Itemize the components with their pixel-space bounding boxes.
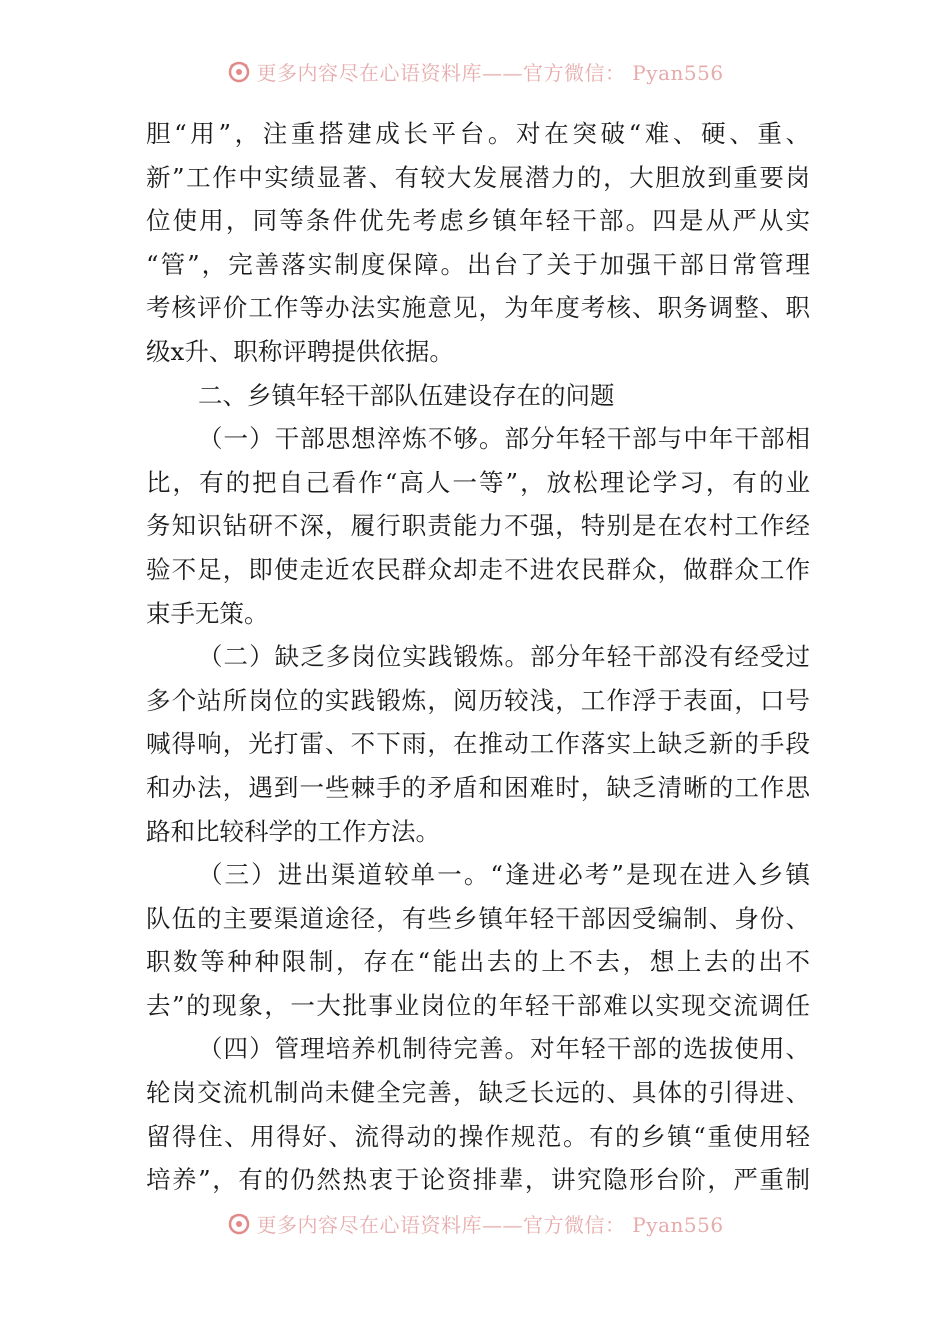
watermark-banner-bottom	[0, 1208, 950, 1238]
text-line: 比，有的把自己看作“高人一等”，放松理论学习，有的业	[146, 467, 810, 497]
text-line: （二）缺乏多岗位实践锻炼。部分年轻干部没有经受过	[198, 642, 810, 672]
text-line: 路和比较科学的工作方法。	[146, 816, 440, 846]
text-line: （一）干部思想淬炼不够。部分年轻干部与中年干部相	[198, 424, 810, 454]
text-line: 职数等种种限制，存在“能出去的上不去，想上去的出不	[146, 947, 810, 977]
watermark-text-bottom: 更多内容尽在心语资料库——官方微信： Pyan556	[256, 1212, 724, 1237]
text-line: 轮岗交流机制尚未健全完善，缺乏长远的、具体的引得进、	[146, 1078, 810, 1108]
text-line: 验不足，即使走近农民群众却走不进农民群众，做群众工作	[146, 554, 810, 584]
text-line: 喊得响，光打雷、不下雨，在推动工作落实上缺乏新的手段	[146, 729, 810, 759]
body-text	[146, 112, 810, 1202]
logo-icon	[226, 1210, 252, 1236]
text-line: 务知识钻研不深，履行职责能力不强，特别是在农村工作经	[146, 511, 810, 541]
text-line: 队伍的主要渠道途径，有些乡镇年轻干部因受编制、身份、	[146, 903, 810, 933]
text-line: 和办法，遇到一些棘手的矛盾和困难时，缺乏清晰的工作思	[146, 772, 810, 802]
text-line: 位使用，同等条件优先考虑乡镇年轻干部。四是从严从实	[146, 206, 810, 236]
text-line: 胆“用”，注重搭建成长平台。对在突破“难、硬、重、	[146, 119, 810, 148]
text-line: “管”，完善落实制度保障。出台了关于加强干部日常管理	[146, 249, 810, 279]
logo-icon	[226, 58, 252, 84]
section-heading: 二、乡镇年轻干部队伍建设存在的问题	[198, 380, 615, 410]
text-line: 束手无策。	[146, 598, 269, 628]
text-line: 留得住、用得好、流得动的操作规范。有的乡镇“重使用轻	[146, 1121, 810, 1151]
text-line: 去”的现象，一大批事业岗位的年轻干部难以实现交流调任	[146, 990, 810, 1020]
text-line: 新”工作中实绩显著、有较大发展潜力的，大胆放到重要岗	[146, 162, 810, 192]
watermark-banner-top	[0, 56, 950, 86]
text-line: （四）管理培养机制待完善。对年轻干部的选拔使用、	[198, 1034, 810, 1064]
text-line: 级x升、职称评聘提供依据。	[146, 336, 454, 366]
text-line: 多个站所岗位的实践锻炼，阅历较浅，工作浮于表面，口号	[146, 685, 810, 715]
text-line: （三）进出渠道较单一。“逢进必考”是现在进入乡镇	[198, 860, 810, 890]
text-line: 培养”，有的仍然热衷于论资排辈，讲究隐形台阶，严重制	[146, 1165, 810, 1195]
watermark-text-top: 更多内容尽在心语资料库——官方微信： Pyan556	[256, 60, 724, 85]
text-line: 考核评价工作等办法实施意见，为年度考核、职务调整、职	[146, 293, 810, 323]
